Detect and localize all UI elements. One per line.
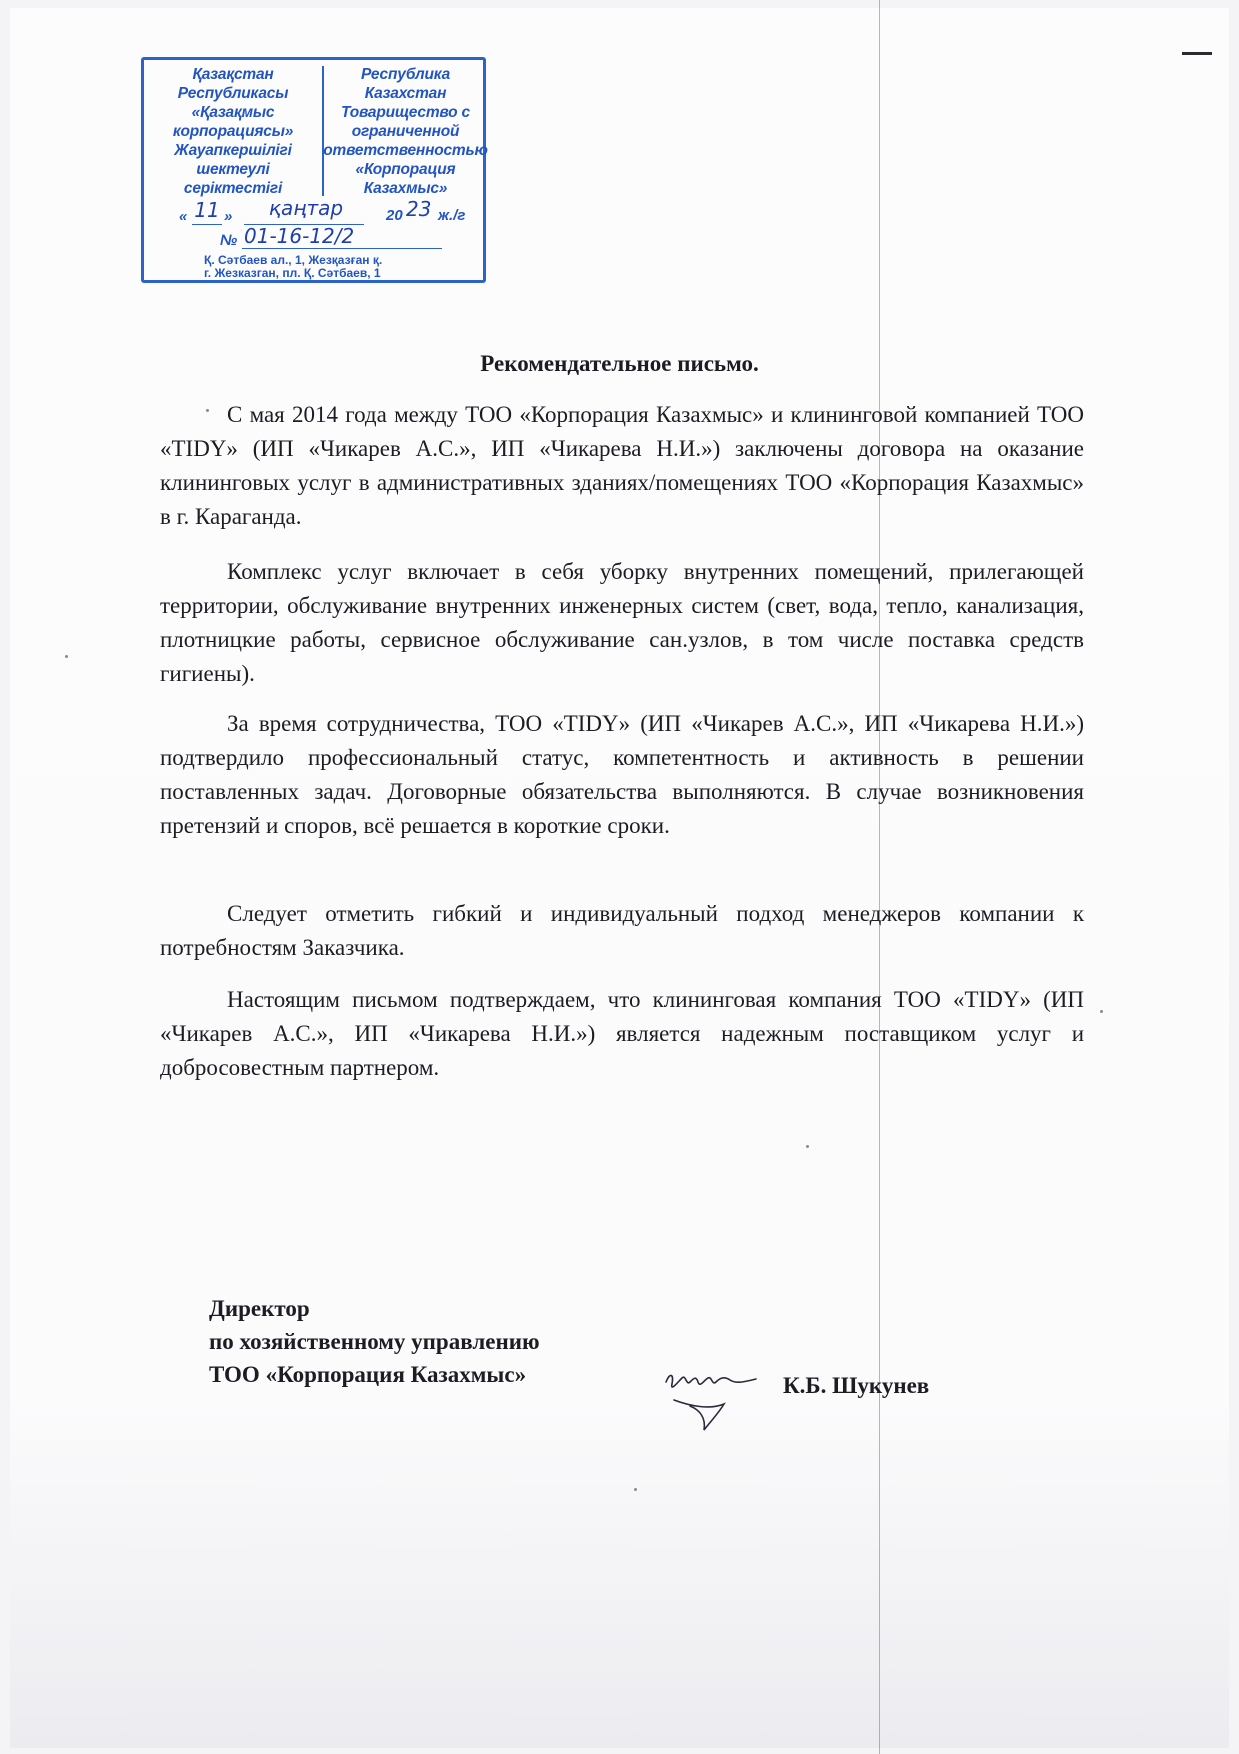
stamp-kz-line: Қазақстан [192,66,274,83]
registration-stamp [141,57,486,283]
stamp-ru-line: Товарищество с [341,104,470,121]
stamp-address-kz: Қ. Сәтбаев ал., 1, Жезқазған қ. [204,253,383,267]
stamp-date-month: қаңтар [268,196,344,220]
stamp-ru-line: ответственностью [323,142,488,159]
stamp-kz-line: «Қазақмыс [191,104,275,121]
stamp-ru-line: Республика [360,66,450,83]
stamp-kz-line: корпорациясы» [172,123,294,140]
scan-speck [65,655,68,658]
scan-artifact-line [879,0,880,1754]
stamp-ru-line: ограниченной [351,123,460,140]
stamp-kz-line: Жауапкершілігі [174,142,292,159]
stamp-ru-line: Казахстан [364,85,447,102]
stamp-year-prefix: 20 [386,207,403,224]
scan-speck [806,1145,809,1148]
stamp-ru-line: «Корпорация [355,161,456,178]
stamp-russian-text [323,65,488,198]
stamp-number-underline [242,248,442,249]
scan-speck [634,1488,637,1491]
scan-speck [206,409,209,412]
stamp-kz-line: шектеулі [196,161,270,178]
letter-paragraph: За время сотрудничества, ТОО «TIDY» (ИП «Чикарев А.С.», ИП «Чикарева Н.И.») подтвердило профессиональный статус, компетентность и активность в решении поставленных задач. Договорные обязательства выполняются. В случае возникновения претензий и споров, всё решается в короткие сроки. [160,711,1084,838]
letter-paragraph: С мая 2014 года между ТОО «Корпорация Казахмыс» и клининговой компанией ТОО «TIDY» (ИП «Чикарев А.С.», ИП «Чикарева Н.И.») заключены договора на оказание клининговых услуг в административных зданиях/помещениях ТОО «Корпорация Казахмыс» в г. Караганда. [160,402,1084,529]
stamp-date-open-quote: « [179,208,188,225]
stamp-day-underline [192,224,222,225]
stamp-date [152,196,482,226]
signatory-title-line: по хозяйственному управлению [209,1329,540,1354]
stamp-address-ru: г. Жезказган, пл. Қ. Сәтбаев, 1 [204,266,381,280]
signatory-title-line: ТОО «Корпорация Казахмыс» [209,1362,527,1387]
stamp-reg-number [220,226,480,252]
letter-title: Рекомендательное письмо. [480,351,759,376]
stamp-year-unit: ж./г [438,207,466,224]
stamp-number-value: 01-16-12/2 [244,224,355,248]
stamp-address [204,254,444,280]
signer-name: К.Б. Шукунев [783,1373,930,1398]
signatory-title-line: Директор [209,1296,310,1321]
scan-speck [1100,1010,1103,1013]
scan-edge-mark [1182,52,1212,55]
stamp-year-suffix: 23 [406,197,432,221]
letter-paragraph: Следует отметить гибкий и индивидуальный подход менеджеров компании к потребностям Заказчика. [160,901,1084,960]
stamp-date-close-quote: » [224,208,233,225]
signatory-position [209,1292,540,1391]
stamp-kazakh-text [148,65,318,198]
stamp-kz-line: Республикасы [177,85,289,102]
stamp-kz-line: серіктестігі [183,180,283,197]
letter-paragraph: Настоящим письмом подтверждаем, что клининговая компания ТОО «TIDY» (ИП «Чикарев А.С.», ИП «Чикарева Н.И.») является надежным поставщиком услуг и добросовестным партнером. [160,987,1084,1080]
stamp-date-day: 11 [194,198,220,222]
stamp-ru-line: Казахмыс» [363,180,448,197]
stamp-number-prefix: № [220,232,238,249]
letter-paragraph: Комплекс услуг включает в себя уборку внутренних помещений, прилегающей территории, обслуживание внутренних инженерных систем (свет, вода, тепло, канализация, плотницкие работы, сервисное обслуживание сан.узлов, в том числе поставка средств гигиены). [160,559,1084,686]
handwritten-signature [660,1352,760,1432]
